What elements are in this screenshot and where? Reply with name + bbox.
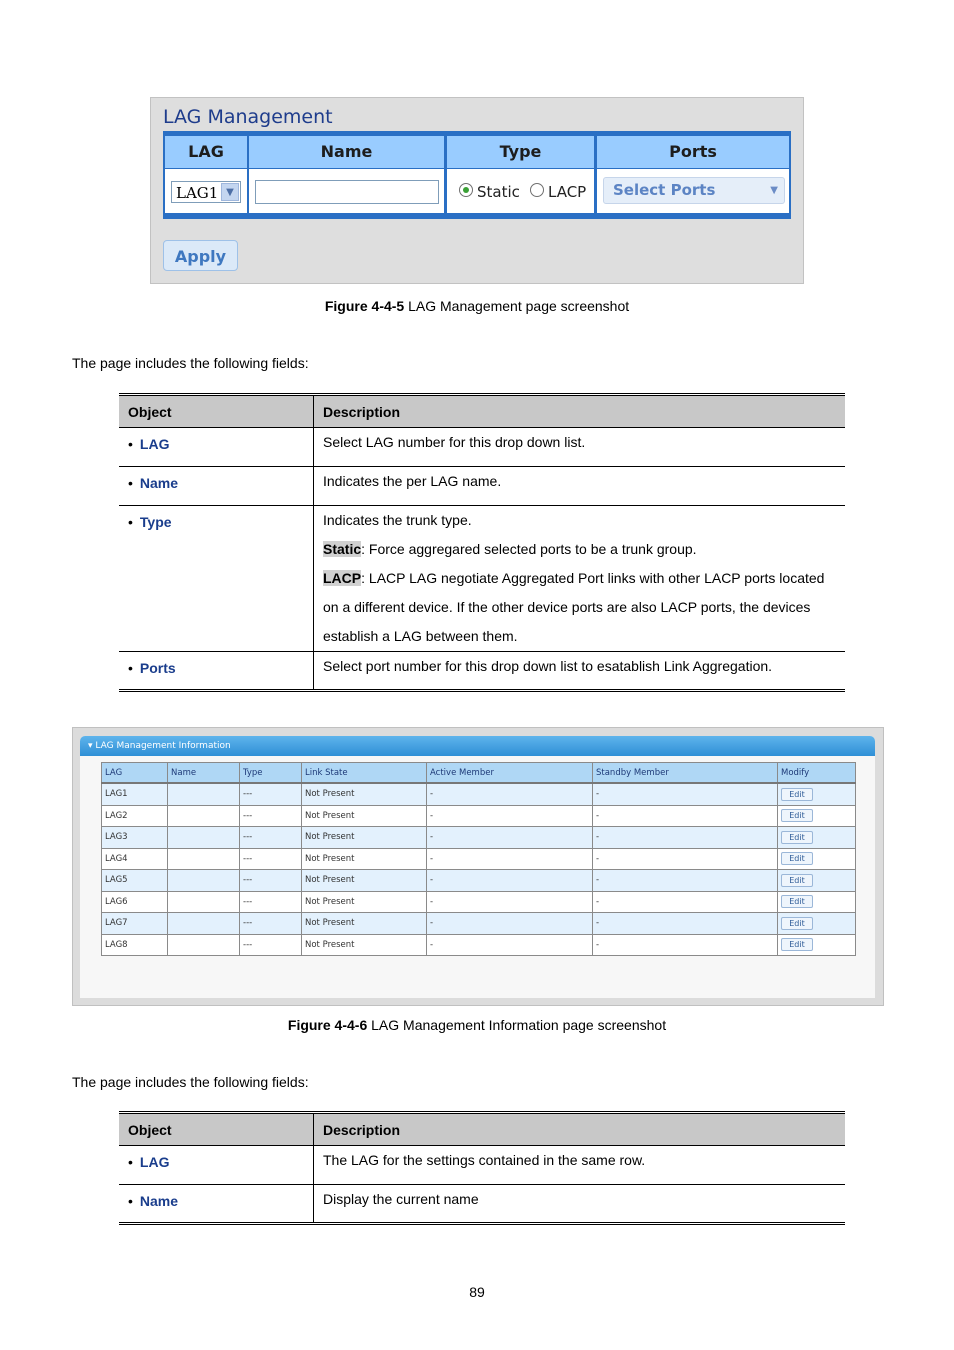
- modify-cell: [778, 913, 856, 935]
- modify-cell: [778, 827, 856, 849]
- header-type: Type: [447, 136, 594, 168]
- link-state-cell: Not Present: [302, 934, 427, 956]
- panel-title-bar[interactable]: [80, 736, 875, 756]
- table-row: [102, 783, 856, 805]
- bullet-icon: •: [128, 475, 133, 491]
- intro-paragraph: The page includes the following fields:: [72, 1074, 309, 1090]
- name-cell: [168, 934, 240, 956]
- type-cell: ---: [240, 783, 302, 805]
- fields-table-1: [119, 393, 845, 692]
- lag-cell: LAG1: [102, 783, 168, 805]
- edit-button[interactable]: Edit: [781, 852, 813, 865]
- bullet-icon: •: [128, 514, 133, 530]
- standby-member-cell: -: [593, 805, 778, 827]
- object-cell: [119, 1185, 314, 1224]
- lag-cell: LAG2: [102, 805, 168, 827]
- object-label: Ports: [139, 660, 176, 676]
- table-header-row: [119, 395, 845, 428]
- figure-caption-1: [0, 298, 954, 314]
- edit-button[interactable]: Edit: [781, 809, 813, 822]
- col-standby-member: Standby Member: [593, 763, 778, 784]
- active-member-cell: -: [427, 934, 593, 956]
- active-member-cell: -: [427, 827, 593, 849]
- table-row: [102, 870, 856, 892]
- info-header-row: [102, 763, 856, 784]
- info-panel: [80, 736, 875, 998]
- panel-title: LAG Management Information: [95, 741, 231, 751]
- table-row: [119, 1185, 845, 1224]
- bullet-icon: •: [128, 436, 133, 452]
- table-row: [102, 934, 856, 956]
- table-row: [102, 805, 856, 827]
- modify-cell: [778, 870, 856, 892]
- active-member-cell: -: [427, 805, 593, 827]
- lag-cell: [165, 169, 247, 213]
- table-row: [119, 506, 845, 652]
- page-number: 89: [469, 1284, 485, 1300]
- object-label: Name: [139, 475, 179, 491]
- lag-cell: LAG5: [102, 870, 168, 892]
- name-input[interactable]: [255, 180, 439, 204]
- table-row: [102, 848, 856, 870]
- standby-member-cell: -: [593, 848, 778, 870]
- modify-cell: [778, 805, 856, 827]
- standby-member-cell: -: [593, 870, 778, 892]
- select-ports-dropdown[interactable]: [603, 177, 785, 204]
- table-row: [119, 1146, 845, 1185]
- column-header-description: Description: [314, 395, 846, 428]
- edit-button[interactable]: Edit: [781, 895, 813, 908]
- lacp-radio[interactable]: [530, 183, 544, 197]
- lag-select[interactable]: [171, 181, 241, 203]
- lacp-term: LACP: [323, 570, 362, 586]
- modify-cell: [778, 891, 856, 913]
- lag-cell: LAG3: [102, 827, 168, 849]
- lag-cell: LAG7: [102, 913, 168, 935]
- type-cell: ---: [240, 934, 302, 956]
- object-cell: [119, 428, 314, 467]
- name-cell: [168, 805, 240, 827]
- static-radio-label: Static: [477, 183, 520, 201]
- object-cell: [119, 506, 314, 652]
- figure-number: Figure 4-4-5: [324, 298, 405, 314]
- link-state-cell: Not Present: [302, 891, 427, 913]
- edit-button[interactable]: Edit: [781, 917, 813, 930]
- standby-member-cell: -: [593, 827, 778, 849]
- table-row: [102, 913, 856, 935]
- figure-caption-2: [0, 1017, 954, 1033]
- edit-button[interactable]: Edit: [781, 831, 813, 844]
- active-member-cell: -: [427, 891, 593, 913]
- active-member-cell: -: [427, 848, 593, 870]
- description-cell: [314, 506, 846, 652]
- lacp-description: [323, 564, 837, 651]
- lag-info-table: [101, 762, 856, 956]
- static-term: Static: [323, 541, 362, 557]
- figure-number: Figure 4-4-6: [287, 1017, 368, 1033]
- edit-button[interactable]: Edit: [781, 938, 813, 951]
- name-cell: [168, 848, 240, 870]
- lag-management-information-screenshot: [72, 727, 884, 1006]
- name-cell: [168, 783, 240, 805]
- description-cell: Select port number for this drop down list to esatablish Link Aggregation.: [314, 652, 846, 691]
- name-cell: [168, 827, 240, 849]
- table-row: [102, 891, 856, 913]
- object-label: LAG: [139, 436, 170, 452]
- object-label: LAG: [139, 1154, 170, 1170]
- object-cell: [119, 467, 314, 506]
- description-cell: Select LAG number for this drop down list.: [314, 428, 846, 467]
- object-cell: [119, 652, 314, 691]
- static-description: [323, 535, 837, 564]
- col-link-state: Link State: [302, 763, 427, 784]
- active-member-cell: -: [427, 783, 593, 805]
- lacp-text: : LACP LAG negotiate Aggregated Port links with other LACP ports located on a different device. If the other device ports are also LACP ports, the devices establish a LAG between them.: [323, 570, 825, 644]
- lag-management-form: [163, 131, 791, 219]
- type-description-intro: Indicates the trunk type.: [323, 512, 472, 528]
- table-row: [102, 827, 856, 849]
- active-member-cell: -: [427, 870, 593, 892]
- column-header-description: Description: [314, 1113, 846, 1146]
- bullet-icon: •: [128, 1193, 133, 1209]
- header-name: Name: [249, 136, 444, 168]
- name-cell: [168, 870, 240, 892]
- link-state-cell: Not Present: [302, 783, 427, 805]
- standby-member-cell: -: [593, 891, 778, 913]
- lag-cell: LAG8: [102, 934, 168, 956]
- static-radio[interactable]: [459, 183, 473, 197]
- standby-member-cell: -: [593, 783, 778, 805]
- caret-down-icon: ▼: [770, 185, 778, 196]
- lag-cell: LAG4: [102, 848, 168, 870]
- name-cell: [168, 913, 240, 935]
- lag-management-screenshot: [150, 97, 804, 284]
- active-member-cell: -: [427, 913, 593, 935]
- link-state-cell: Not Present: [302, 848, 427, 870]
- object-label: Name: [139, 1193, 179, 1209]
- standby-member-cell: -: [593, 934, 778, 956]
- col-lag: LAG: [102, 763, 168, 784]
- link-state-cell: Not Present: [302, 913, 427, 935]
- column-header-object: Object: [119, 1113, 314, 1146]
- col-modify: Modify: [778, 763, 856, 784]
- table-row: [119, 428, 845, 467]
- col-name: Name: [168, 763, 240, 784]
- link-state-cell: Not Present: [302, 805, 427, 827]
- edit-button[interactable]: Edit: [781, 874, 813, 887]
- apply-button[interactable]: Apply: [163, 240, 238, 271]
- ports-cell: [597, 169, 789, 213]
- column-header-object: Object: [119, 395, 314, 428]
- lag-management-title: LAG Management: [163, 106, 333, 128]
- object-cell: [119, 1146, 314, 1185]
- static-text: : Force aggregared selected ports to be a trunk group.: [361, 541, 697, 557]
- type-cell: ---: [240, 891, 302, 913]
- lacp-radio-label: LACP: [548, 183, 587, 201]
- chevron-down-icon: ▼: [221, 183, 239, 201]
- table-header-row: [119, 1113, 845, 1146]
- name-cell: [168, 891, 240, 913]
- header-ports: Ports: [597, 136, 789, 168]
- type-cell: ---: [240, 827, 302, 849]
- modify-cell: [778, 848, 856, 870]
- standby-member-cell: -: [593, 913, 778, 935]
- type-cell: [447, 169, 594, 213]
- table-row: [119, 652, 845, 691]
- collapse-arrow-icon: ▾: [88, 741, 93, 751]
- link-state-cell: Not Present: [302, 827, 427, 849]
- figure-caption-text: LAG Management page screenshot: [404, 298, 630, 314]
- type-cell: ---: [240, 805, 302, 827]
- fields-table-2: [119, 1111, 845, 1225]
- description-cell: Indicates the per LAG name.: [314, 467, 846, 506]
- table-row: [119, 467, 845, 506]
- link-state-cell: Not Present: [302, 870, 427, 892]
- description-cell: The LAG for the settings contained in the same row.: [314, 1146, 846, 1185]
- object-label: Type: [139, 514, 172, 530]
- modify-cell: [778, 934, 856, 956]
- type-cell: ---: [240, 913, 302, 935]
- bullet-icon: •: [128, 1154, 133, 1170]
- name-cell: [249, 169, 444, 213]
- header-lag: LAG: [165, 136, 247, 168]
- description-cell: Display the current name: [314, 1185, 846, 1224]
- select-ports-label: Select Ports: [613, 181, 716, 199]
- col-type: Type: [240, 763, 302, 784]
- edit-button[interactable]: Edit: [781, 788, 813, 801]
- col-active-member: Active Member: [427, 763, 593, 784]
- intro-paragraph: The page includes the following fields:: [72, 355, 309, 371]
- type-cell: ---: [240, 848, 302, 870]
- figure-caption-text: LAG Management Information page screenshot: [367, 1017, 667, 1033]
- lag-select-value: LAG1: [176, 184, 219, 202]
- bullet-icon: •: [128, 660, 133, 676]
- modify-cell: [778, 783, 856, 805]
- lag-cell: LAG6: [102, 891, 168, 913]
- type-cell: ---: [240, 870, 302, 892]
